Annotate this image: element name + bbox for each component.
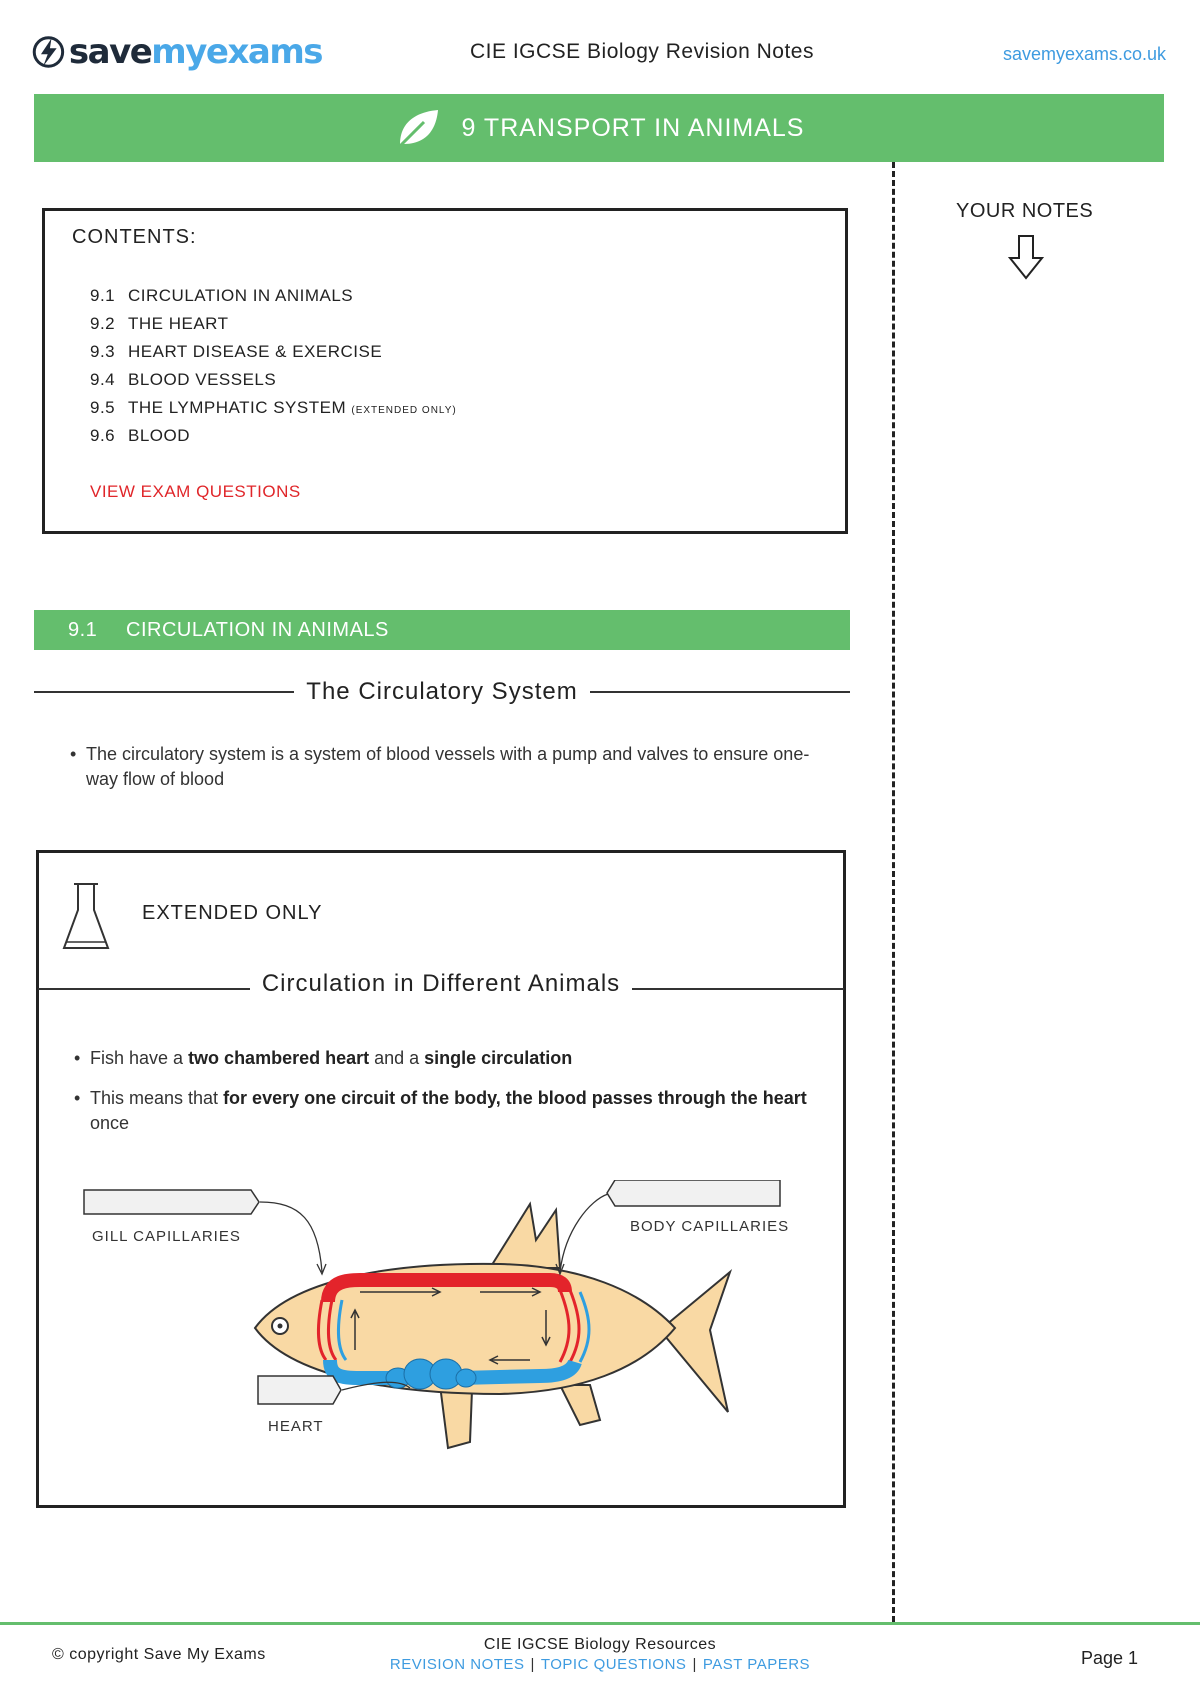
footer-divider — [0, 1622, 1200, 1625]
leader-line — [260, 1202, 322, 1272]
contents-title: CONTENTS: — [72, 226, 197, 248]
copyright: © copyright Save My Exams — [52, 1646, 266, 1663]
leader-line — [560, 1194, 608, 1272]
page-number: Page 1 — [1080, 1648, 1138, 1668]
topic-banner — [34, 94, 1164, 162]
toc-item[interactable]: 9.4 BLOOD VESSELS — [90, 370, 277, 389]
body-capillaries-label: BODY CAPILLARIES — [630, 1218, 790, 1235]
leaf-icon — [394, 106, 442, 150]
dorsal-fin — [490, 1204, 560, 1268]
topic-questions-link[interactable]: TOPIC QUESTIONS — [540, 1656, 687, 1673]
toc-item[interactable]: 9.3 HEART DISEASE & EXERCISE — [90, 342, 383, 361]
subheading-circulation-different-animals: Circulation in Different Animals — [38, 970, 844, 998]
notes-divider — [892, 162, 895, 1622]
notes-label: YOUR NOTES — [956, 200, 1094, 222]
table-of-contents — [90, 282, 457, 450]
flask-icon — [60, 880, 112, 956]
revision-notes-link[interactable]: REVISION NOTES — [389, 1656, 525, 1673]
past-papers-link[interactable]: PAST PAPERS — [702, 1656, 811, 1673]
separator: | — [692, 1656, 697, 1673]
footer-resources-title: CIE IGCSE Biology Resources — [483, 1636, 717, 1653]
lightning-logo-icon — [32, 30, 65, 74]
bullet-point: • This means that for every one circuit of the body, the blood passes through the heart once — [74, 1088, 807, 1133]
view-exam-questions-link[interactable]: VIEW EXAM QUESTIONS — [90, 482, 301, 501]
bullet-point: • Fish have a two chambered heart and a single circulation — [74, 1048, 573, 1068]
toc-item[interactable]: 9.1 CIRCULATION IN ANIMALS — [90, 286, 354, 305]
arrow-down-icon — [1008, 234, 1044, 280]
heart-label-box — [258, 1376, 341, 1404]
bullet-point: • The circulatory system is a system of blood vessels with a pump and valves to ensure one-way flow of blood — [70, 744, 810, 789]
subheading-circulatory-system: The Circulatory System — [34, 678, 850, 706]
heart-label: HEART — [268, 1418, 324, 1435]
fish-tail — [660, 1272, 730, 1412]
gill-capillaries-label — [84, 1190, 259, 1214]
body-capillaries-label-box — [607, 1180, 780, 1206]
section-header: 9.1 CIRCULATION IN ANIMALS — [34, 610, 850, 650]
anal-fin — [560, 1385, 600, 1425]
toc-item[interactable]: 9.2 THE HEART — [90, 314, 229, 333]
logo-text: savemyexams — [68, 32, 322, 72]
toc-item[interactable]: 9.5 THE LYMPHATIC SYSTEM (EXTENDED ONLY) — [90, 398, 457, 417]
site-link[interactable]: savemyexams.co.uk — [1002, 44, 1166, 64]
logo[interactable] — [32, 26, 322, 78]
separator: | — [530, 1656, 535, 1673]
footer-center — [0, 1636, 1200, 1673]
toc-item[interactable]: 9.6 BLOOD — [90, 426, 191, 445]
footer-links — [0, 1656, 1200, 1673]
document-title: CIE IGCSE Biology Revision Notes — [470, 40, 814, 63]
gill-capillaries-label: GILL CAPILLARIES — [92, 1228, 241, 1245]
topic-title: 9 TRANSPORT IN ANIMALS — [461, 113, 805, 142]
extended-only-label: EXTENDED ONLY — [142, 902, 323, 924]
